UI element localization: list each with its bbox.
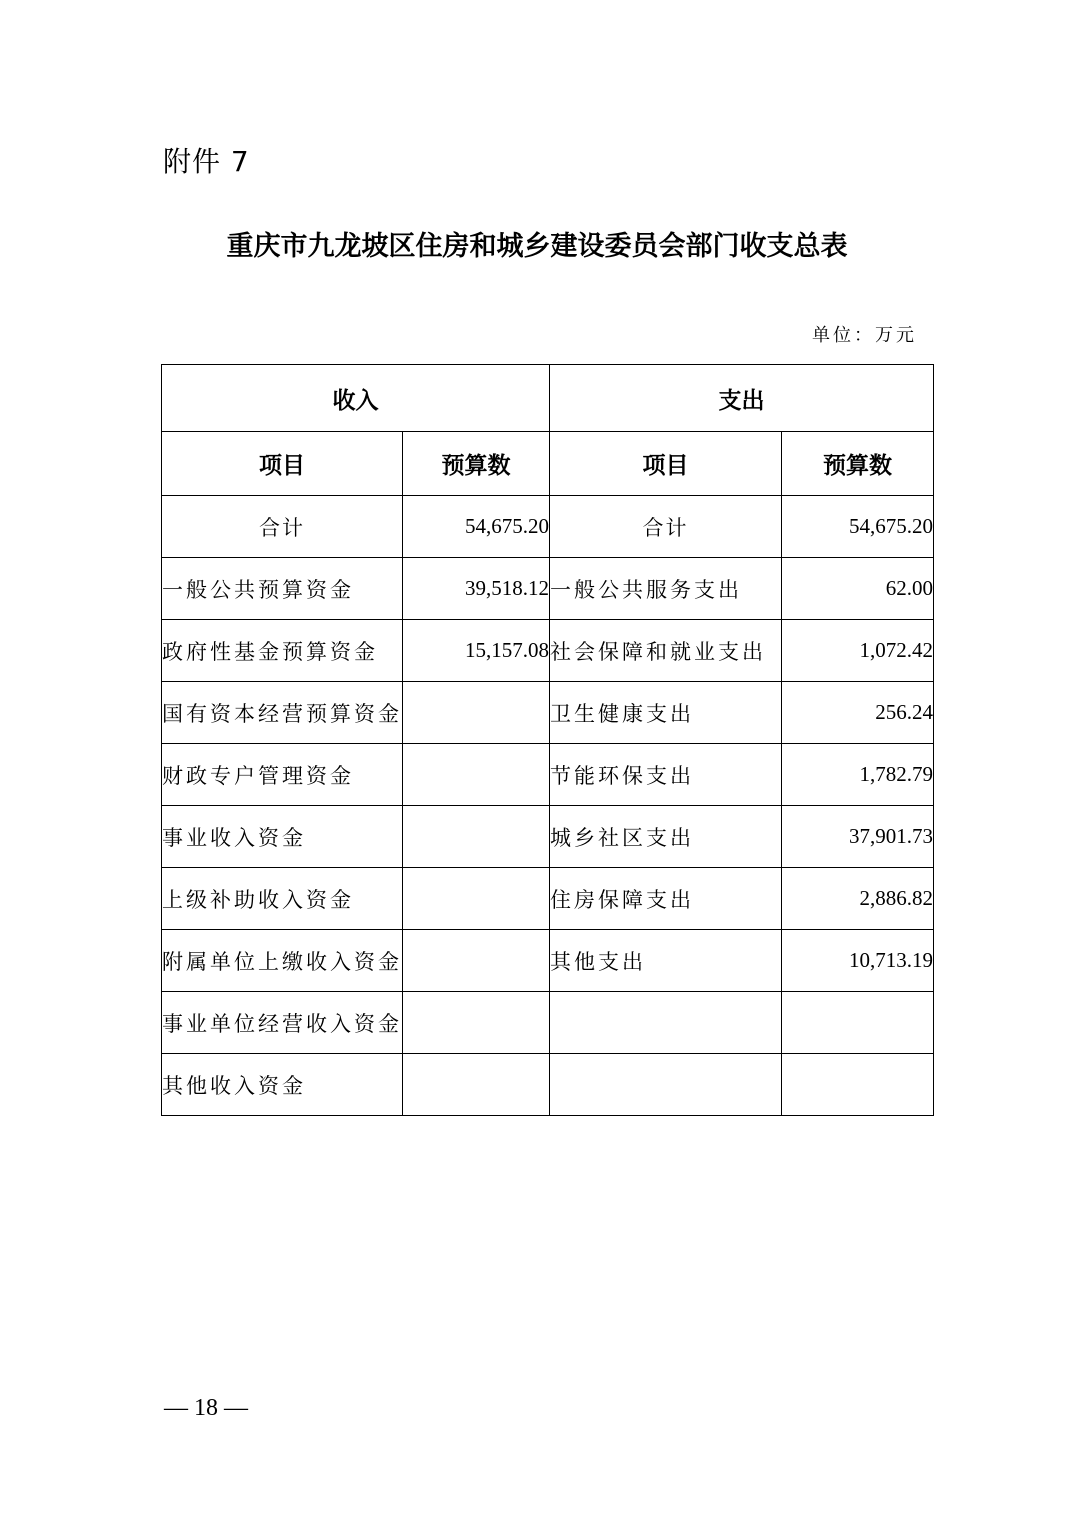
table-row: [162, 868, 934, 930]
income-value-cell: 15,157.08: [403, 620, 550, 682]
income-item-cell: 政府性基金预算资金: [162, 620, 403, 682]
income-total-label: 合计: [162, 496, 403, 558]
income-value-cell: [403, 930, 550, 992]
income-value-cell: [403, 806, 550, 868]
table-row: [162, 558, 934, 620]
income-item-cell: 上级补助收入资金: [162, 868, 403, 930]
income-value-cell: [403, 1054, 550, 1116]
expense-value-cell: 10,713.19: [782, 930, 934, 992]
income-header: 收入: [162, 365, 550, 432]
table-row: [162, 744, 934, 806]
expense-budget-header: 预算数: [782, 432, 934, 496]
attachment-label: 附件 7: [163, 145, 250, 178]
income-item-header: 项目: [162, 432, 403, 496]
income-value-cell: [403, 868, 550, 930]
page-number: — 18 —: [164, 1395, 248, 1421]
table-row: [162, 992, 934, 1054]
table-row: [162, 1054, 934, 1116]
income-item-cell: 国有资本经营预算资金: [162, 682, 403, 744]
expense-item-cell: 卫生健康支出: [550, 682, 782, 744]
total-row: [162, 496, 934, 558]
income-budget-header: 预算数: [403, 432, 550, 496]
expense-item-cell: [550, 992, 782, 1054]
expense-value-cell: 256.24: [782, 682, 934, 744]
expense-item-cell: 节能环保支出: [550, 744, 782, 806]
table-row: [162, 806, 934, 868]
expense-value-cell: 1,782.79: [782, 744, 934, 806]
expense-total-label: 合计: [550, 496, 782, 558]
expense-total-value: 54,675.20: [782, 496, 934, 558]
income-value-cell: 39,518.12: [403, 558, 550, 620]
income-item-cell: 其他收入资金: [162, 1054, 403, 1116]
expense-item-cell: 其他支出: [550, 930, 782, 992]
expense-item-cell: 一般公共服务支出: [550, 558, 782, 620]
expense-header: 支出: [550, 365, 934, 432]
expense-item-cell: 社会保障和就业支出: [550, 620, 782, 682]
income-item-cell: 财政专户管理资金: [162, 744, 403, 806]
expense-value-cell: 1,072.42: [782, 620, 934, 682]
expense-value-cell: [782, 1054, 934, 1116]
table-row: [162, 682, 934, 744]
income-item-cell: 附属单位上缴收入资金: [162, 930, 403, 992]
expense-value-cell: [782, 992, 934, 1054]
income-item-cell: 事业收入资金: [162, 806, 403, 868]
income-item-cell: 一般公共预算资金: [162, 558, 403, 620]
expense-item-cell: 住房保障支出: [550, 868, 782, 930]
expense-value-cell: 2,886.82: [782, 868, 934, 930]
table-row: [162, 930, 934, 992]
expense-item-header: 项目: [550, 432, 782, 496]
income-value-cell: [403, 682, 550, 744]
table-header-row: [162, 365, 934, 432]
income-total-value: 54,675.20: [403, 496, 550, 558]
budget-table: [161, 364, 934, 1116]
income-value-cell: [403, 744, 550, 806]
table-subheader-row: [162, 432, 934, 496]
income-value-cell: [403, 992, 550, 1054]
table-row: [162, 620, 934, 682]
expense-value-cell: 62.00: [782, 558, 934, 620]
expense-item-cell: 城乡社区支出: [550, 806, 782, 868]
expense-value-cell: 37,901.73: [782, 806, 934, 868]
unit-label: 单位：万元: [812, 325, 917, 346]
page-title: 重庆市九龙坡区住房和城乡建设委员会部门收支总表: [226, 231, 848, 262]
income-item-cell: 事业单位经营收入资金: [162, 992, 403, 1054]
expense-item-cell: [550, 1054, 782, 1116]
